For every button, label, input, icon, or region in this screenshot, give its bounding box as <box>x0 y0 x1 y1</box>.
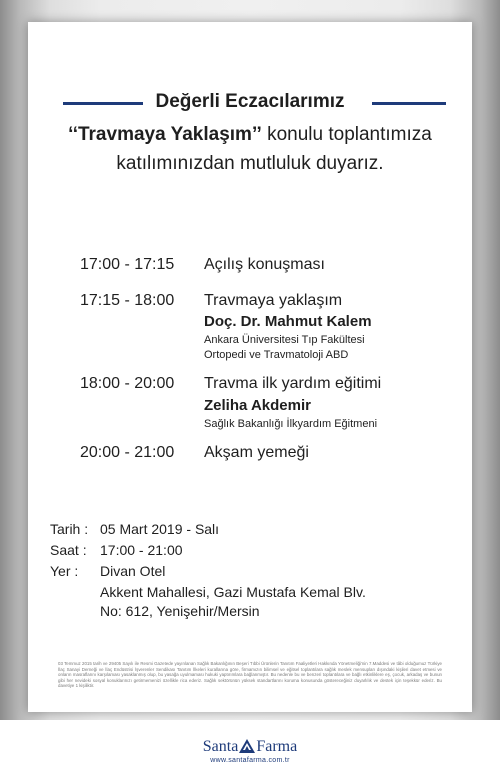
legal-disclaimer: 03 Temmuz 2015 tarih ve 29405 Sayılı ile Resmi Gazetede yayınlanan Sağlık Bakanlığının Beşeri Tıbbi Ürünlerin Tanıtım Faaliyetleri Hakkında Yönetmeliği'nin 7.Maddesi ve tâbi olduğumuz Türkiye İlaç Sanayi Derneği ve İlaç Endüstrisi İşverenler Sendikası Tanıtım İlkeleri kurallarına göre, firmamızın bilimsel ve eğitsel toplantılara sağlık meslek mensupları dışındaki kişileri davet etmesi ve onların masraflarını karşılaması yasaklanmış olup, bu yasağa uyulmaması hukuki yaptırımlara bağlanmıştır. Bu nedenle bu ve benzeri toplantılara ve bağlı etkinliklere eş, çocuk, arkadaş ve bunun gibi her nevideki sosyal konuklarınızı getirmemenizi özellikle rica ederiz. Sağlık sektörünün yüksek standartlarını koruma konusunda göstereceğiniz duyarlılık ve destek için teşekkür ederiz. Bu davetiye 1 kişiliktir. <box>58 661 442 689</box>
place-label: Yer : <box>50 563 79 579</box>
time-row <box>50 542 183 558</box>
time-label: Saat : <box>50 542 87 558</box>
brand-name-left: Santa <box>202 738 239 755</box>
date-label: Tarih : <box>50 521 89 537</box>
brand-url: www.santafarma.com.tr <box>210 757 290 764</box>
place-row <box>50 563 166 579</box>
quote-open: ‘‘ <box>68 124 78 145</box>
greeting-heading: Değerli Eczacılarımız <box>155 91 345 112</box>
speaker-affiliation: Ortopedi ve Travmatoloji ABD <box>204 349 349 361</box>
session-time: 20:00 - 21:00 <box>80 444 175 461</box>
session-time: 18:00 - 20:00 <box>80 375 175 392</box>
speaker-affiliation: Sağlık Bakanlığı İlkyardım Eğitmeni <box>204 418 378 430</box>
session-title: Akşam yemeği <box>204 444 309 461</box>
brand-logo <box>0 738 500 758</box>
session-time: 17:15 - 18:00 <box>80 292 175 309</box>
quote-close: ’’ <box>251 124 262 145</box>
meeting-topic: Travmaya Yaklaşım <box>77 124 252 145</box>
date-row <box>50 521 220 537</box>
place-value: Divan Otel <box>100 563 166 579</box>
speaker-affiliation: Ankara Üniversitesi Tıp Fakültesi <box>204 334 365 346</box>
session-speaker: Doç. Dr. Mahmut Kalem <box>204 313 372 330</box>
session-title: Travmaya yaklaşım <box>204 292 343 309</box>
intro-rest: konulu toplantımıza <box>261 124 432 145</box>
brand-name-right: Farma <box>256 738 298 755</box>
session-speaker: Zeliha Akdemir <box>204 397 311 414</box>
address-line-1: Akkent Mahallesi, Gazi Mustafa Kemal Blv. <box>100 584 366 600</box>
session-title: Açılış konuşması <box>204 256 325 273</box>
time-value: 17:00 - 21:00 <box>100 542 183 558</box>
mountain-logo-icon <box>239 739 255 758</box>
session-time: 17:00 - 17:15 <box>80 256 175 273</box>
intro-line-2: katılımınızdan mutluluk duyarız. <box>116 153 384 174</box>
address-line-2: No: 612, Yenişehir/Mersin <box>100 603 260 619</box>
date-value: 05 Mart 2019 - Salı <box>100 521 220 537</box>
session-title: Travma ilk yardım eğitimi <box>204 375 382 392</box>
intro-line-1 <box>0 120 500 149</box>
